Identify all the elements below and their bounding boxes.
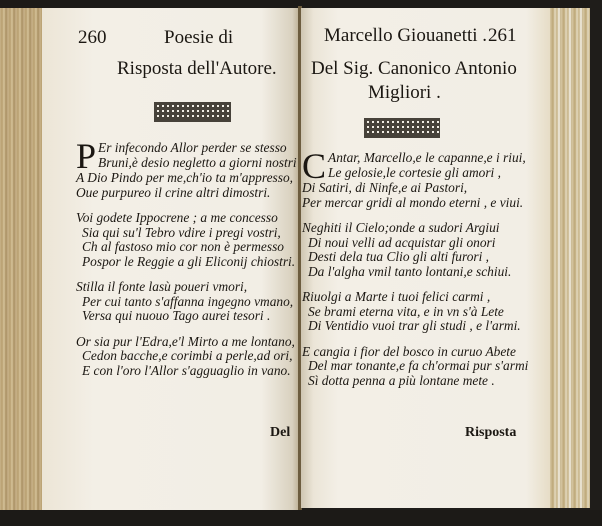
stanza-3 — [76, 280, 295, 324]
verse-line: Di Satiri, di Ninfe,e ai Pastori, — [302, 180, 468, 195]
verse-line: Versa qui nuouo Tago aurei tesori . — [82, 308, 271, 323]
poem-title-right-line2: Migliori . — [368, 82, 441, 103]
verse-line: Riuolgi a Marte i tuoi felici carmi , — [302, 289, 491, 304]
verse-line: Da l'algha vmil tanto lontani,e schiui. — [308, 263, 512, 279]
verse-line: Oue purpureo il crine altri dimostri. — [76, 184, 271, 200]
verse-line: Antar, Marcello,e le capanne,e i riui, — [328, 150, 526, 165]
running-head-right: Marcello Giouanetti . — [324, 25, 488, 46]
verse-line: Neghiti il Cielo;onde a sudori Argiui — [302, 220, 500, 235]
verse-line: Sia qui su'l Tebro vdire i pregi vostri, — [82, 224, 281, 240]
verse-line: Pospor le Reggie a gli Eliconij chiostri. — [82, 253, 296, 269]
page-edges-right — [550, 8, 592, 508]
stanza-1 — [302, 146, 528, 210]
poem-title-left: Risposta dell'Autore. — [117, 58, 277, 79]
headpiece-ornament-left — [154, 102, 231, 122]
verse-line: Stilla il fonte lasù poueri vmori, — [76, 279, 248, 294]
verse-line: Per mercar gridi al mondo eterni , e viui. — [302, 194, 524, 210]
poem-title-right-line1: Del Sig. Canonico Antonio — [311, 58, 517, 79]
verse-line: Desti dela tua Clio gli alti furori , — [308, 249, 490, 264]
page-number-left: 260 — [78, 27, 107, 48]
headpiece-ornament-right — [364, 118, 440, 138]
drop-cap: P — [76, 136, 97, 176]
background-bottom — [0, 510, 602, 526]
stanza-2 — [76, 211, 295, 269]
drop-cap: C — [302, 146, 327, 186]
verse-line: E con l'oro l'Allor s'agguaglio in vano. — [82, 362, 291, 378]
verse-line: Per cui tanto s'affanna ingegno vmano, — [82, 293, 294, 309]
stanza-1 — [76, 136, 297, 200]
verse-line: Or sia pur l'Edra,e'l Mirto a me lontano, — [76, 333, 295, 349]
catchword-right: Risposta — [465, 425, 517, 440]
stanza-4 — [76, 335, 295, 379]
poem-right — [302, 146, 529, 388]
verse-line: Se brami eterna vita, e in vn s'à Lete — [308, 303, 504, 319]
verse-line: Ch al fastoso mio cor non è permesso — [82, 239, 284, 254]
verse-line: A Dio Pindo per me,ch'io ta m'appresso, — [76, 170, 293, 185]
verse-line: Del mar tonante,e fa ch'ormai pur s'armi — [308, 358, 529, 373]
verse-line: E cangia i fior del bosco in curuo Abete — [302, 343, 516, 359]
stanza-3 — [302, 290, 528, 334]
verse-line: Di noui velli ad acquistar gli onori — [308, 234, 496, 250]
verse-line: Cedon bacche,e corimbi a perle,ad ori, — [82, 348, 293, 363]
page-edges-left — [0, 8, 44, 512]
stanza-4 — [302, 345, 528, 389]
poem-left — [76, 136, 297, 378]
verse-line: Di Ventidio vuoi trar gli studi , e l'armi. — [308, 318, 521, 333]
verse-line: Le gelosie,le cortesie gli amori , — [328, 164, 501, 180]
verse-line: Bruni,è desio negletto a giorni nostri — [98, 154, 297, 170]
verse-line: Sì dotta penna a più lontane mete . — [308, 372, 495, 388]
stanza-2 — [302, 221, 528, 279]
background-right — [590, 0, 602, 526]
verse-line: Er infecondo Allor perder se stesso — [98, 140, 287, 155]
running-head-left: Poesie di — [164, 27, 234, 48]
catchword-left: Del — [270, 425, 291, 440]
page-number-right: 261 — [488, 25, 517, 46]
verse-line: Voi godete Ippocrene ; a me concesso — [76, 210, 278, 225]
